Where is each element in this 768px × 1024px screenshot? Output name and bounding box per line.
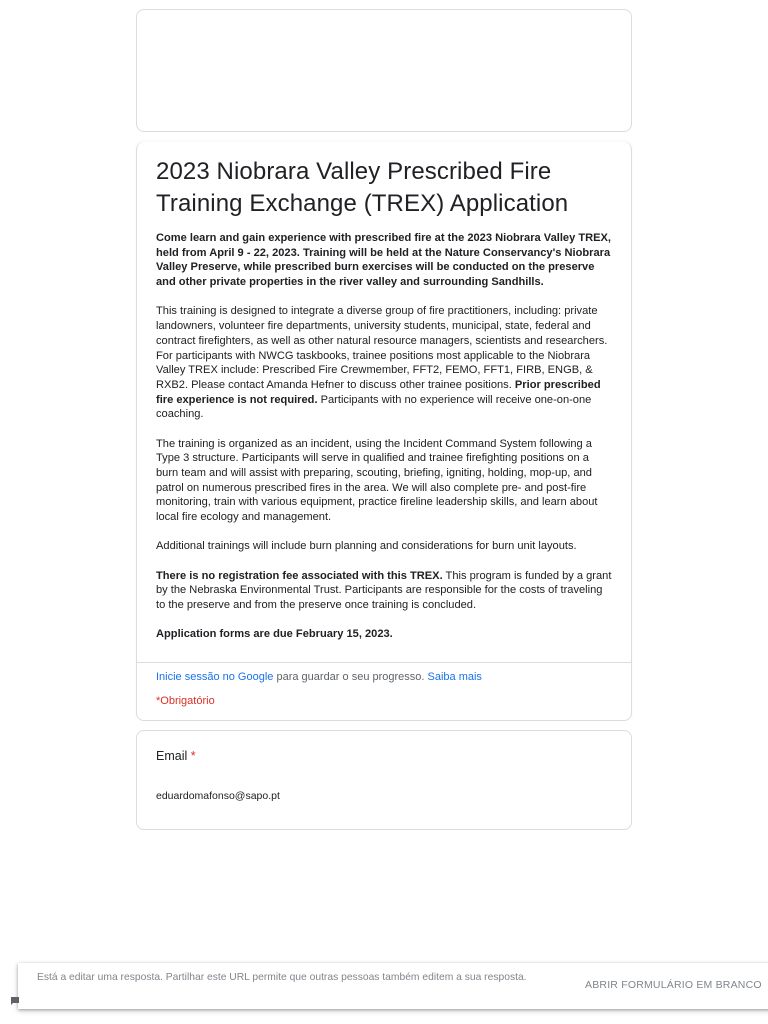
header-divider	[137, 662, 631, 663]
form-description	[156, 231, 612, 642]
description-fee: There is no registration fee associated with this TREX. This program is funded by a grant by the Nebraska Environmental Trust. Participants are responsible for the costs of traveling to the preserve and from the preserve once training is concluded.	[156, 569, 612, 612]
edit-response-message: Está a editar uma resposta. Partilhar este URL permite que outras pessoas também editem a sua resposta.	[37, 972, 527, 983]
email-answer: eduardomafonso@sapo.pt	[156, 790, 280, 802]
google-signin-link[interactable]: Inicie sessão no Google	[156, 671, 274, 683]
required-asterisk: *	[190, 749, 196, 763]
description-additional: Additional trainings will include burn planning and considerations for burn unit layouts.	[156, 540, 577, 553]
header-banner	[136, 9, 632, 132]
email-question-card	[136, 730, 632, 830]
description-participants: This training is designed to integrate a diverse group of fire practitioners, including: private landowners, volunteer fire departments, university students, municipal, state, federal and contract firefighters, as well as other natural resource managers, scientists and researchers. For participants with NWCG taskbooks, trainee positions most applicable to the Niobrara Valley TREX include: Prescribed Fire Crewmember, FFT2, FEMO, FFT1, FIRB, ENGB, & RXB2. Please contact Amanda Hefner to discuss other trainee positions. Prior prescribed fire experience is not required. Participants with no experience will receive one-on-one coaching.	[156, 305, 608, 421]
learn-more-link[interactable]: Saiba mais	[427, 671, 482, 683]
description-intro: Come learn and gain experience with prescribed fire at the 2023 Niobrara Valley TREX, held from April 9 - 22, 2023. Training will be held at the Nature Conservancy's Niobrara Valley Preserve, while prescribed burn exercises will be conducted on the preserve and other private properties in the river valley and surrounding Sandhills.	[156, 232, 612, 289]
required-note: *Obrigatório	[156, 695, 215, 707]
open-blank-form-button[interactable]: ABRIR FORMULÁRIO EM BRANCO	[585, 979, 762, 991]
description-deadline: Application forms are due February 15, 2023.	[156, 628, 393, 641]
form-title: 2023 Niobrara Valley Prescribed Fire Training Exchange (TREX) Application	[156, 158, 569, 217]
signin-row: Inicie sessão no Google para guardar o seu progresso. Saiba mais	[156, 671, 482, 683]
description-incident: The training is organized as an incident, using the Incident Command System following a Type 3 structure. Participants will serve in qualified and trainee firefighting positions on a burn team and will assist with preparing, scouting, briefing, igniting, holding, mop-up, and patrol on numerous prescribed fires in the area. We will also complete pre- and post-fire monitoring, train with various equipment, practice fireline leadership skills, and learn about local fire ecology and management.	[156, 437, 598, 524]
form-header-card	[136, 142, 632, 721]
feedback-icon[interactable]	[10, 996, 20, 1006]
edit-response-bar	[18, 963, 768, 1009]
email-label: Email *	[156, 749, 196, 763]
